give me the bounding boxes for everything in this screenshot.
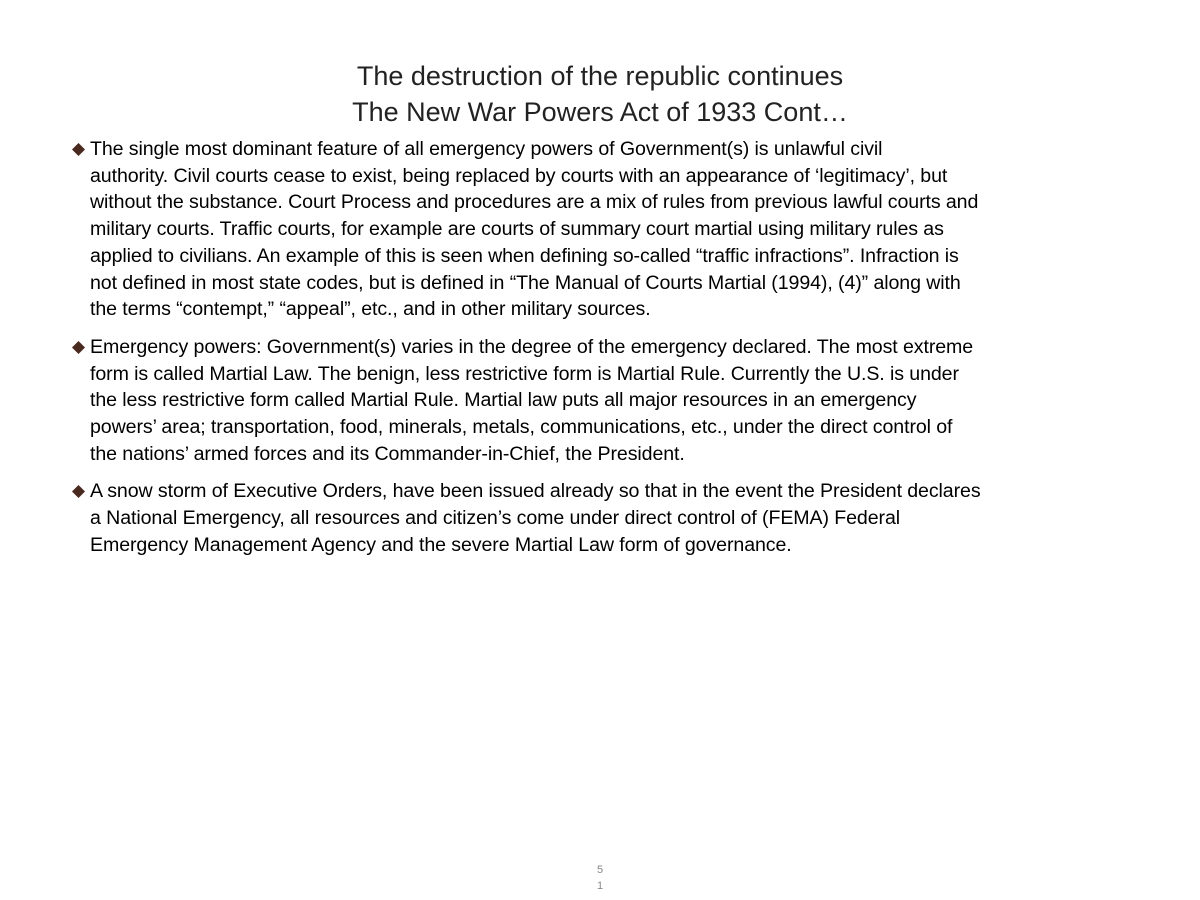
paragraph-line: authority. Civil courts cease to exist, being replaced by courts with an appearance of ‘legitimacy’, but <box>90 164 948 187</box>
diamond-bullet-icon <box>72 485 84 497</box>
paragraph-line: Emergency powers: Government(s) varies in the degree of the emergency declared. The most extreme <box>90 335 974 358</box>
diamond-bullet-icon <box>72 143 84 155</box>
paragraph-line: the less restrictive form called Martial Rule. Martial law puts all major resources in an emergency <box>90 389 917 412</box>
paragraph-line: form is called Martial Law. The benign, less restrictive form is Martial Rule. Currently the U.S. is under <box>90 362 959 385</box>
paragraph-line: A snow storm of Executive Orders, have been issued already so that in the event the President declares <box>90 480 981 503</box>
paragraph-line: the terms “contempt,” “appeal”, etc., and in other military sources. <box>90 298 651 321</box>
paragraph-line: the nations’ armed forces and its Commander-in-Chief, the President. <box>90 442 685 465</box>
slide-body <box>72 136 1152 570</box>
paragraph-line: military courts. Traffic courts, for example are courts of summary court martial using military rules as <box>90 218 944 241</box>
paragraph-line: a National Emergency, all resources and citizen’s come under direct control of (FEMA) Federal <box>90 507 901 530</box>
diamond-bullet-icon <box>72 341 84 353</box>
paragraph-line: The single most dominant feature of all emergency powers of Government(s) is unlawful civil <box>90 138 883 160</box>
title-line-2: The New War Powers Act of 1933 Cont… <box>352 97 848 127</box>
paragraph-line: powers’ area; transportation, food, minerals, metals, communications, etc., under the direct control of <box>90 416 953 439</box>
paragraph-line: applied to civilians. An example of this is seen when defining so-called “traffic infractions”. Infraction is <box>90 244 959 267</box>
page-number-digit-1: 5 <box>596 864 604 876</box>
page-number <box>590 862 610 894</box>
paragraph-line: Emergency Management Agency and the severe Martial Law form of governance. <box>90 533 792 556</box>
bullet-paragraph <box>72 478 1152 558</box>
paragraph-line: without the substance. Court Process and procedures are a mix of rules from previous lawful courts and <box>90 191 979 214</box>
paragraph-line: not defined in most state codes, but is defined in “The Manual of Courts Martial (1994), (4)” along with <box>90 271 961 294</box>
bullet-paragraph <box>72 136 1152 323</box>
page-number-digit-2: 1 <box>596 880 604 892</box>
bullet-paragraph <box>72 334 1152 468</box>
slide-title <box>0 58 1200 130</box>
title-line-1: The destruction of the republic continues <box>356 61 844 91</box>
